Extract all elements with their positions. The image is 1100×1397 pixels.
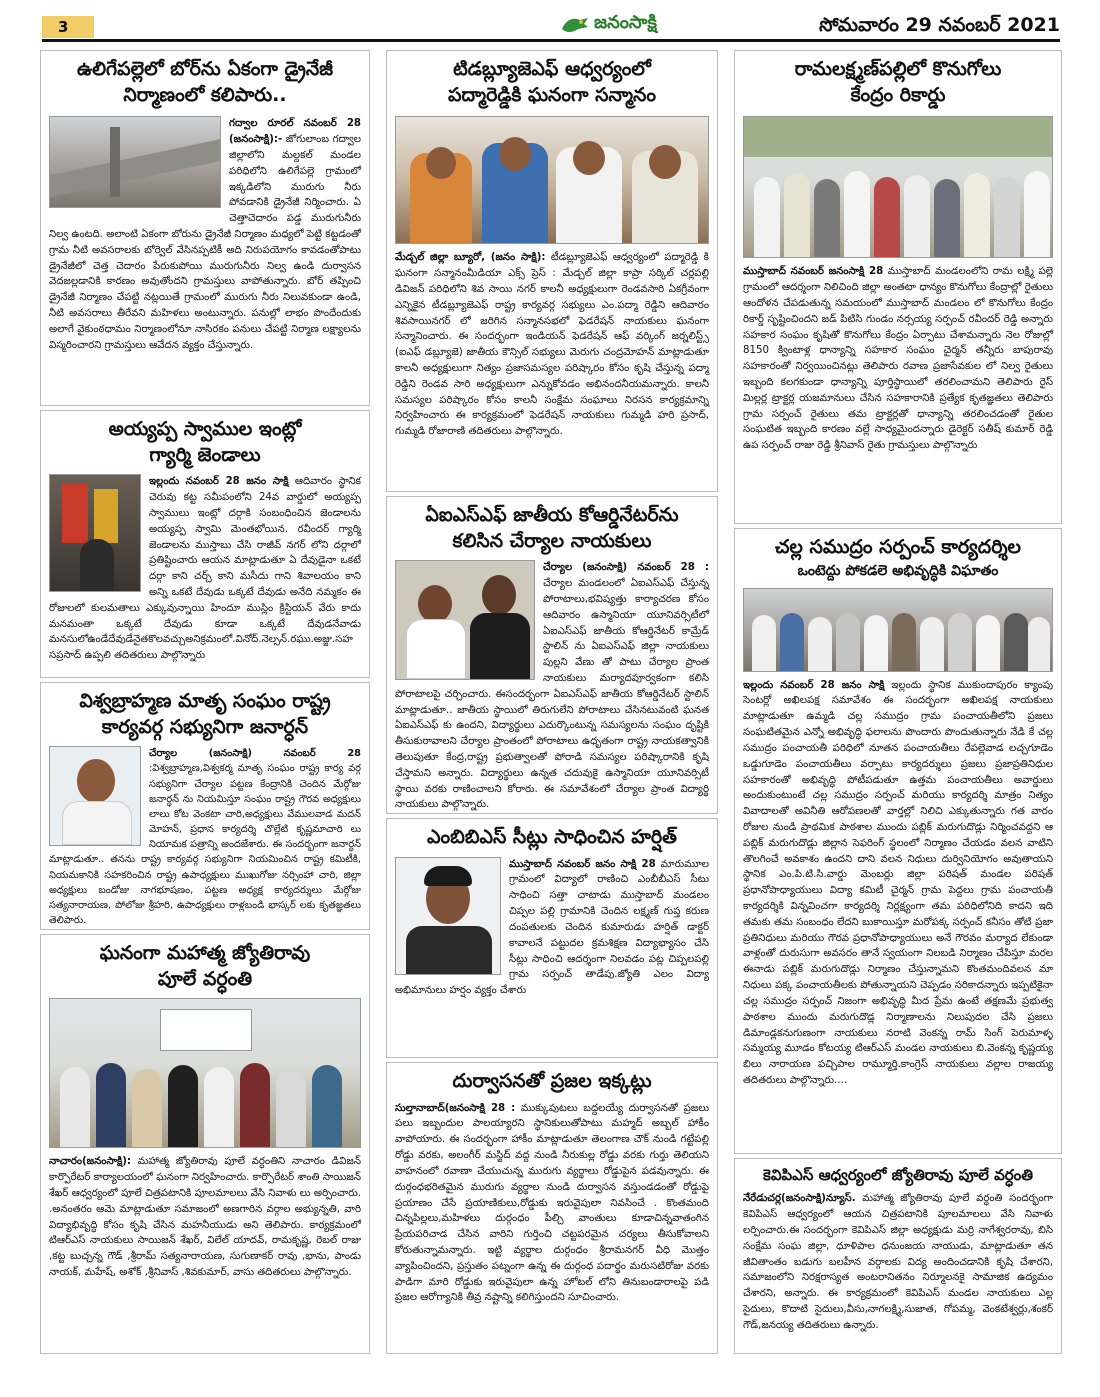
article-body: ఇల్లందు స్థానిక ముకుందాపురం క్యాంపు సెంటర్లో అఖిలపక్ష సమావేశం ఈ సందర్భంగా అఖిలపక్ష నాయకులు మాట్లాడుతూ ఉమ్మడి చల్ల సముద్రం గ్రామ పంచాయతీలోని ప్రజలు సంఘటితమైన ఎన్నో అభివృద్ధి ఫలాలను పొందారు పొందుతున్నారు నేడి కే చల్ల సముద్రం పంచాయతీ పరిధిలో నూతన పంచాయతీలు రేపల్లెవాడ లచ్చగూడెం ఒడ్డుగూడెం పంచాయతీలు వర్పాటు కార్యదర్శులు ప్రజలు ప్రజాప్రతినిధుల సహకారంతో అభివృద్ధి పోటీపడుతూ ఉత్తమ పంచాయతీలు అవార్డులు అందుకుంటుంటే చల్ల సముద్రం సర్పంచ్ మరియు కార్యదర్శి మాత్రం నిత్యం వివాదాలతో అవినీతి ఆరోపణలతో వార్తల్లో నిలిచి ఎక్కుతున్నారు గత వారం రోజుల నుండి ప్రాథమిక పాఠశాల ముందు పబ్లిక్ మరుగుదొడ్లు నిర్మించవద్దని ఆ పబ్లిక్ మరుగుదొడ్లు జిల్లాన సెఫరింగ్ స్థలంలో నిర్మాణం చేయడం వలన వాటిని తొలగించే అవకాశం ఉందని దాని వలన నిధులు దుర్వినియోగం అవుతాయని స్థానిక ఎం.పి.టి.సి.వార్డు మెంబర్లు జిల్లా పరిషత్ మండల పరిషత్ ప్రధానోపాధ్యాయులు విద్యా కమిటీ చైర్మన్ గ్రామ పెద్దలు గ్రామ పంచాయతీ కార్యదర్శికి విన్నవించగా కార్యదర్శి నిర్లక్ష్యంగా తమ పరిధిలోనిది కాదని ఇది తమకు తమ సంబంధం లేదని బుకాయిస్తూ మరోపక్క సర్పంచ్ కనీసం తోటి ప్రజా ప్రతినిధులు మరియు గౌరవ ప్రధానోపాధ్యాయులు అనే గౌరవం మర్యాద లేకుండా వాళ్లంతో దురుసుగా అవసరం తానే స్వయంగా నిలబడి నిర్మాణం చేపిస్తూ మరల ఈనాడు పబ్లిక్ మరుగుదొడ్లు నిర్మాణం చేస్తున్నామని కొంతమందివలన మా నిధులు పక్క పంచాయతీలకు పోతున్నాయని చెప్పడం సరికాదన్నారు ఇప్పటికైనా చల్ల సముద్రం సర్పంచ్ నిజంగా అభివృద్ధి మీద ప్రేమ ఉంటే తక్షణమే ప్రభుత్వ పాఠశాల ముందు మరుగుదొడ్ల నిర్మాణాలను నిలుపుదల చేసి ప్రజలు డిమాండ్లకనుగుణంగా నాయకులు నరాటి వెంకన్న రామ్ సింగ్ పెరుమాళ్ళ సమ్మయ్య మూడం కోటయ్య టిఆర్ఎస్ మండల నాయకులు బి.వెంకన్న కృష్ణయ్య బిలు నారాయణ పచ్చిపాల రామ్మూర్తి.కాంగ్రెస్ నాయకులు వల్లాల రాజయ్య తదితరులు పాల్గొన్నారు.... — [743, 679, 1053, 1086]
felicitation-photo — [395, 116, 709, 244]
phule-tribute-photo — [49, 998, 361, 1148]
article-challasamudram — [734, 528, 1062, 1154]
dateline: గద్వాల రూరల్ నవంబర్ 28 (జనంసాక్షి):- — [229, 118, 361, 146]
page-number: 3 — [42, 16, 94, 38]
headline: పద్మారెడ్డికి ఘనంగా సన్మానం — [447, 83, 657, 106]
article-body: జోగులాంబ గద్వాల జిల్లాలోని మల్దకల్ మండల పరిధిలోని ఉలిగేపల్లె గ్రామంలో ఇక్కడిలోని మురుగు నీరు పోవడానికి డ్రైనేజీ నిర్మించారు. ఏ చెత్తాచెదారం పడ్డ మురుగునీరు నిల్వ ఉంటది. అలాంటి ఏకంగా బోరును డ్రైనేజీ నిర్మాణం మధ్యలో పెట్టి కట్టడంతో గ్రామ నీటి అవసరాలకు బోర్వెల్ వేసినప్పటికీ అది నిరుపయోగం కావడంతోపాటు డ్రైనేజీలో చెత్త చెదారం పేరుకుపోయి మురుగునీరు నిల్వ ఉండి దుర్వాసన వెదజల్లడానికి కారణం అవుతోందని గ్రామస్తులు వాపోతున్నారు. బోర్ తప్పించి డ్రైనేజీ నిర్మాణం చేపట్టి నట్లయితే గ్రామంలో మురుగు నీరు నిలువకుండా ఉండి, నీటి అవసరాలు తీరేవని మహిళలు అంటున్నారు. పనుల్లో లాభం పొందేందుకు అలాగే వైకుంఠధామం నిర్మాణంలోనూ నాసిరకం పనులు చేపట్టి నిర్మాణ లక్ష్యాలను విస్మరించారని గ్రామస్తులు ఆవేదన వ్యక్తం చేస్తున్నారు. — [49, 134, 361, 351]
headline: చల్ల సముద్రం సర్పంచ్ కార్యదర్శిల — [774, 536, 1022, 558]
headline: ఉలిగేపల్లెలో బోర్‌ను ఏకంగా డ్రైనేజీ — [76, 58, 334, 80]
headline: టిడబ్ల్యూజెఎఫ్ ఆధ్వర్యంలో — [453, 58, 651, 80]
headline: కెవిపిఎస్ ఆధ్వర్యంలో జ్యోతిరావు పూలే వర్ధంతి — [763, 1166, 1033, 1184]
headline: కార్యవర్గ సభ్యునిగా జనార్ధన్ — [101, 715, 309, 738]
headline: విశ్వబ్రాహ్మణ మాతృ సంఘం రాష్ట్ర — [79, 690, 331, 712]
janardhan-portrait — [49, 746, 141, 846]
headline: గ్యార్మి జెండాలు — [149, 443, 261, 466]
article-harshit — [386, 818, 718, 1058]
headline: రామలక్ష్మణ్‌పల్లిలో కొనుగోలు — [794, 58, 1002, 80]
article-uligepalle — [40, 50, 370, 406]
article-durvasana — [386, 1062, 718, 1354]
article-body: ఆదివారం స్థానిక చెరువు కట్ట సమీపంలోని 24వ వార్డులో అయ్యప్ప స్వాములు ఇంట్లో దర్గాకి సంబంధించిన జెండాలను అయ్యప్ప స్వామి మెంతభోయిన. రవీందర్ గ్యార్మి జెండాలను ముస్తాబు చేసి రాజీవ్ నగర్ లోని దర్గాలో ప్రతిష్టించారు ఆయన మాట్లాడుతూ ఏ దేవుడైనా ఒకటే దర్గా కాని చర్చ్ కాని మసీదు గాని శివాలయం కాని అన్ని ఒకటే దేవుడు ఒక్కటే దేవుడు అనేది నమ్మకం ఈ రోజులలో కులమతాలు ఎక్కువున్నాయి హిందూ ముస్లిం క్రిస్టియన్ వేరు కాదు మనమంతా ఒక్కటే దేవుడు కూడా ఒక్కటే దేవుడనేవాడు మనసులోఉండేదేవుడేనైతకొలవచ్చుఅనిక్రమంలో.వినోద్.నెల్సన్.రఘు.అజ్జు.సహ సప్రసాద్ ఉప్పలి తదితరులు పాల్గొన్నారు — [49, 476, 361, 662]
article-ayyappa — [40, 410, 370, 678]
headline: కలిసిన చేర్యాల నాయకులు — [452, 529, 652, 552]
article-padmareddy — [386, 50, 718, 492]
article-body: :విశ్వబ్రాహ్మణ,విశ్వకర్మ మాతృ సంఘం రాష్ట్ర కార్య వర్గ సభ్యునిగా చేర్యాల పట్టణ కేంద్రానికి చెందిన మేర్గోజు జనార్ధన్ ను నియమిస్తూ సంఘం రాష్ట్ర గౌరవ అధ్యక్షులు లాలు కోట వెంకటా చారి,అధ్యక్షులు వేములవాడ మదన్ మోహన్, ప్రధాన కార్యదర్శి చొల్లేటి కృష్ణమాచారి లు నియామక పత్రాన్ని అందజేశారు. ఈ సందర్భంగా జనార్ధన్ మాట్లాడుతూ.. తనను రాష్ట్ర కార్యవర్గ సభ్యునిగా నియమించిన రాష్ట్ర కమిటీకి, నియమకానికి సహకరించిన రాష్ట్ర ఉపాధ్యక్షులు ముఖుగోజు నర్సింహా చారి, జిల్లా అధ్యక్షులు బండోజు నాగభూషణం, పట్టణ అధ్యక్ష కార్యదర్శులు మేర్గోజు సత్యనారాయణ, పోలోజు శ్రీహరి, ఉపాధ్యక్షులు రాళ్లబండి భాస్కర్ లకు కృతజ్ఞతలు తెలిపారు. — [49, 763, 361, 927]
article-body: టీడబ్ల్యూజెఎఫ్ ఆధ్వర్యంలో పద్మారెడ్డి కి ఘనంగా సన్మానంమీడియా ఎక్స్ ప్రెస్ : మేడ్చల్ జిల్లా కాప్రా సర్కిల్ చర్లపల్లి డివిజన్ పరిధిలోని శివ సాయి నగర్ కాలనీ అధ్యక్షులుగా రెండవసారి ఏకగ్రీవంగా ఎన్నికైన టీడబ్ల్యూజెఎఫ్ రాష్ట్ర కార్యవర్గ సభ్యులు ఎం.పద్మా రెడ్డిని ఆదివారం శివసాయినగర్ లో జరిగిన సన్మానసభలో ఫెడరేషన్ నాయకులు ఘనంగా సన్మానించారు. ఈ సందర్భంగా ఇండియన్ ఫెడరేషన్ ఆఫ్ వర్కింగ్ జర్నలిస్ట్స్ (ఐఎఫ్ డబ్ల్యూజె) జాతీయ కౌన్సిల్ సభ్యులు మెరుగు చంద్రమోహన్ మాట్లాడుతూ కాలనీ అధ్యక్షులుగా నిత్యం ప్రజాసమస్యల పరిష్కారం కోసం కృషి చేస్తున్న పద్మా రెడ్డిని రెండవ సారి అధ్యక్షులుగా ఎన్నుకోవడం అభినందనీయమన్నారు. కాలనీ సమస్యల పరిష్కారం కోసం కాలనీ సంక్షేమ సంఘాలు నిరసన కార్యక్రమాన్ని నిర్వహించారు ఈ కార్యక్రమంలో ఫెడరేషన్ నాయకులు గుమ్మడి హరి ప్రసాద్, గుమ్మడి రోజారాణి తదితరులు పాల్గొన్నారు. — [395, 252, 709, 438]
article-kvps-phule — [734, 1158, 1062, 1354]
logo-text: జనంసాక్షి — [594, 11, 657, 33]
masthead-rule — [42, 39, 1060, 42]
article-body: మహాత్మ జ్యోతిరావు పూలే వర్ధంతిని నాచారం డివిజన్ కార్పొరేటర్ కార్యాలయంలో ఘనంగా నిర్వహించారు. కార్పొరేటర్ శాంతి సాయిజన్ శేఖర్ ఆధ్వర్యంలో పూలే చిత్రపటానికి పూలమాలలు వేసి నివాళు లు అర్పించారు. .అనంతరం ఆమె మాట్లాడుతూ సమాజంలో అణగారిన వర్గాల అభ్యున్నతి, వారి విద్యాభివృద్ధి కోసం కృషి చేసిన మహనీయుడు అని తెలిపారు. కార్యక్రమంలో టిఆర్ఎస్ నాయకులు సాయిజన్ శేఖర్, విలేల్ యాదవ్, రామకృష్ణ, రెబల్ రాజు ,కట్ట బుచ్చన్న గౌడ్ ,శ్రీరామ్ సత్యనారాయణ, సుగుణాకర్ రావు ,భాను, పాండు నాయక్, మహేష్, అశోక్ ,శ్రీనివాస్ ,శివకుమార్, వాసు తదితరులు పాల్గొన్నారు. — [49, 1156, 361, 1278]
harshit-portrait — [395, 857, 501, 975]
masthead-logo — [560, 10, 657, 38]
dateline: ఇల్లందు నవంబర్ 28 జనం సాక్షి — [743, 679, 885, 691]
dateline: ముస్తాబాద్ నవంబర్ జనం సాక్షి 28 — [509, 858, 656, 870]
headline: ఏఐఎస్ఎఫ్ జాతీయ కోఆర్డినేటర్‌ను — [425, 504, 679, 526]
dateline: సుల్తానాబాద్(జనంసాక్షి 28 : — [395, 1102, 516, 1114]
all-party-meeting-photo — [743, 588, 1053, 672]
headline: ఘనంగా మహాత్మ జ్యోతిరావు — [99, 942, 311, 964]
headline: అయ్యప్ప స్వాముల ఇంట్లో — [108, 418, 302, 440]
article-ramalakshmanpalli — [734, 50, 1062, 524]
article-body: మారుమూల గ్రామంలో విద్యాలో రాణించి ఎంబీబీఎస్ సీటు సాధించి సత్తా చాటాడు ముస్తాబాద్ మండలం చిప్పల పల్లి గ్రామానికి చెందిన లక్ష్మణ్ గుప్త కరుణ దంపతులకు చెందిన కుమారుడు హర్షిత్ డాక్టర్ కావాలనే పట్టుదల క్రమశిక్షణ విద్యాభ్యాసం చేసి సీట్లు సాధించి ఆదర్శంగా నిలవడం పట్ల చిప్పలపల్లి గ్రామ సర్పంచ్ తాడేపు.జ్యోతి ఎలం విద్యా అభిమానులు హర్షం వ్యక్తం చేశారు — [395, 858, 709, 997]
dateline: ఇల్లందు నవంబర్ 28 జనం సాక్షి — [149, 476, 289, 488]
article-body: చేర్యాల మండలంలో ఏఐఎస్ఎఫ్ చేస్తున్న పోరాటాలు,భవిష్యత్తు కార్యాచరణ కోసం ఆదివారం ఉస్మానియా యూనివర్సిటీలో ఏఐఎస్ఎఫ్ జాతీయ కోఆర్డినేటర్ కామ్రేడ్ స్టాలిన్ ను ఏఐఎస్ఎఫ్ జిల్లా నాయకులు పుల్లని వేణు తో పాటు చేర్యాల ప్రాంత నాయకులు మర్యాదపూర్వకంగా కలిసి పోరాటాలపై చర్చించారు. ఈసందర్భంగా ఏఐఎస్ఎఫ్ జాతీయ కోఆర్డినేటర్ స్టాలిన్ మాట్లాడుతూ.. జాతీయ స్థాయిలో తిరుగులేని పోరాటాలు చేసినటువంటి ఘనత ఏఐఎస్ఎఫ్ కు ఉందని, విద్యార్థులు ఎదుర్కొంటున్న సమస్యలను సంఘం దృష్టికి తీసుకురావాలని చేర్యాల ప్రాంతంలో పోరాటాలు ఉధృతంగా రాష్ట్ర నాయకత్వానికి తెలుపుతూ కేంద్ర,రాష్ట్ర ప్రభుత్వాలతో పోరాడి సమస్యల పరిష్కారానికి కృషి చేస్తామని అన్నారు. విద్యార్థులు ఉన్నత చదువుకై ఉస్మానియా యూనివర్సిటీ స్థాయి వరకు రాణించాలని కోరారు. ఈ సమావేశంలో చేర్యాల ప్రాంత విద్యార్థి నాయకులు పాల్గొన్నారు. — [395, 578, 709, 811]
article-body: ముస్తాబాద్ మండలంలోని రామ లక్ష్మి పల్లె గ్రామంలో ఆదర్శంగా నిలిచింది జిల్లా అంతటా ధాన్యం కొనుగోలు కేంద్రాల్లో రైతులు ఆందోళన చేపడుతున్న సమయంలో ముస్తాబాద్ మండలం లో కొనుగోలు కేంద్రం రికార్డ్ సృష్టించిందని జడ్ పిటిసి గుండం నర్సయ్య సర్పంచ్ రవీందర్ రెడ్డి అన్నారు సహకార సంఘం కృషితో కొనుగోలు కేంద్రం ఏర్పాటు చేశామన్నారు నెల రోజుల్లో 8150 క్వింటాళ్ల ధాన్యాన్ని సహకార సంఘం చైర్మన్ తన్నీరు బాపురావు సహకారంతో నిర్వయించినట్లు తెలిపారు రవాణ ప్రజాసేవకుల లో నిల్వ రైతులు ఇబ్బంది కలగకుండా ధాన్యాన్ని పూర్తిస్థాయిలో తరలించామని తెలిపారు రైస్ మిల్లర్ల ట్రాక్టర్ల యజమానులు చేసిన సహకారానికి ప్రత్యేక కృతజ్ఞతలు తెలిపారు గ్రామ సర్పంచ్ రైతులు తమ ట్రాక్టర్లతో ధాన్యాన్ని తరలించడంతో రైతుల సంఘటిత ఇబ్బంది కారణం వల్లే సాధ్యమైందన్నారు డైరెక్టర్ సతీష్ కుమార్ రెడ్డి ఉప సర్పంచ్ రాజు రెడ్డి శ్రీనివాస్ రైతు గ్రామస్తులు పాల్గొన్నారు — [743, 266, 1053, 452]
article-body: మహాత్మ జ్యోతిరావు పూలే వర్ధంతి సందర్భంగా కెవిపిఎస్ ఆధ్వర్యంలో ఆయన చిత్రపటానికి పూలమాలలు వేసి నివాళు లర్పించారు.ఈ సందర్భంగా కెవిపిఎస్ జిల్లా అధ్యక్షుడు మర్రి నాగేశ్వరరావు, బిసి సంక్షేమ సంఘ జిల్లా, ధూళిపాల ధనుంజయ నాయుడు, మాట్లాడుతూ తన జీవితాంతం బడుగు బలహీన వర్గాలకు విద్య అందించడానికి కృషి చేశారని, సమాజంలోని నిరక్షరాస్యత అంటరానితనం నిర్మూలనకై సామాజిక ఉద్యమం చేశారని, అన్నారు. ఈ కార్యక్రమంలో కెవిపిఎస్ మండల నాయకులు ఎల్ల సైదులు, కొదాటి సైదులు,వీసు,నాగలక్ష్మి,సుజాత, గోపమ్మ, వెంకటేశ్వర్లు,శంకర్ గౌడ్,జనయ్య తదితరులు ఉన్నారు. — [743, 1193, 1054, 1331]
headline: ఎంబిబిఎస్ సీట్లు సాధించిన హర్షిత్ — [427, 826, 677, 848]
headline: నిర్మాణంలో కలిపారు.. — [123, 83, 287, 106]
drainage-photo — [49, 116, 221, 208]
dateline: చేర్యాల (జనంసాక్షి) నవంబర్ 28 — [149, 748, 361, 760]
issue-date: సోమవారం 29 నవంబర్ 2021 — [819, 14, 1060, 36]
headline: కేంద్రం రికార్డు — [850, 83, 946, 106]
flags-photo — [49, 474, 141, 592]
dateline: నాచారం(జనంసాక్షి): — [49, 1156, 131, 1168]
dateline: మేడ్చల్ జిల్లా బ్యూరో, (జనం సాక్షి): — [395, 252, 546, 264]
article-body: ముక్కుపుటలు బద్దలయ్యే దుర్వాసనతో ప్రజలు పలు ఇబ్బందుల పాలయ్యారని స్థానికులుతోపాటు మహ్మద్ అబ్బల్ హాకీం వాపోయారు. ఈ సందర్భంగా హాకీం మాట్లాడుతూ తెలంగాణ చౌక్ నుండి గట్టేపల్లి రోడ్డు వరకు, అలంగీర్ మస్జిద్ వద్ద నుండి నీరుకుల్ల రోడ్డు వరకు గుర్తు తెలియని వాహనంలో రవాణా చేయుచున్న మురుగు వ్యర్థాలు రోడ్డుపైన పడవున్నారు. ఈ దుర్గంధభరితమైన మురుగు వ్యర్థాల నుండి దుర్వాసన వస్తుండడంతో రోడ్డుపై ప్రయాణం చేసే ప్రయాణికులు,రోడ్డుకు ఇరువైపులా నివసించే . కొంతమంది చిన్నపిల్లలు,మహిళలు దుర్గంధం పీల్చి వాంతులు కూడాచిన్నవాతంగిన ప్రేయపరిచాడ చేసిన వారిని గుర్తించి చట్టపరమైన చర్యలు తీసుకోవాలని కోరుతున్నామన్నారు. ఇట్టి వ్యర్థాల దుర్గంధం శ్రీరామనగర్ వీధి మొత్తం వ్యాపించిందని, ప్రస్తుతం పట్నంగా ఉన్న ఈ దుర్గంధ పదార్థం మరుసటిరోజు వరకు పాడిగా మారి రోడ్డుకు ఇరువైపులా ఉన్న హోటల్ లోని తినుబండారాలపై పడి ప్రజల ఆరోగ్యానికి తీవ్ర నష్టాన్ని కలిగిస్తుందని సూచించారు. — [395, 1102, 710, 1304]
headline: దుర్వాసనతో ప్రజల ఇక్కట్లు — [452, 1070, 652, 1092]
headline: పూలే వర్ధంతి — [157, 967, 253, 990]
article-vishwabrahmana — [40, 682, 370, 930]
article-aisf — [386, 496, 718, 814]
dateline: చేర్యాల (జనంసాక్షి) నవంబర్ 28 : — [543, 562, 709, 574]
procurement-centre-photo — [743, 116, 1053, 258]
dateline: నేరేడుచర్ల(జనంసాక్షి)న్యూస్. — [743, 1193, 856, 1205]
subheadline: ఒంటెద్దు పోకడలె అభివృద్ధికి విఘాతం — [797, 562, 999, 579]
aisf-leaders-photo — [395, 560, 535, 680]
hand-logo-icon — [560, 13, 590, 35]
dateline: ముస్తాబాద్ నవంబర్ జనంసాక్షి 28 — [743, 266, 884, 278]
article-phule-nacharam — [40, 934, 370, 1354]
